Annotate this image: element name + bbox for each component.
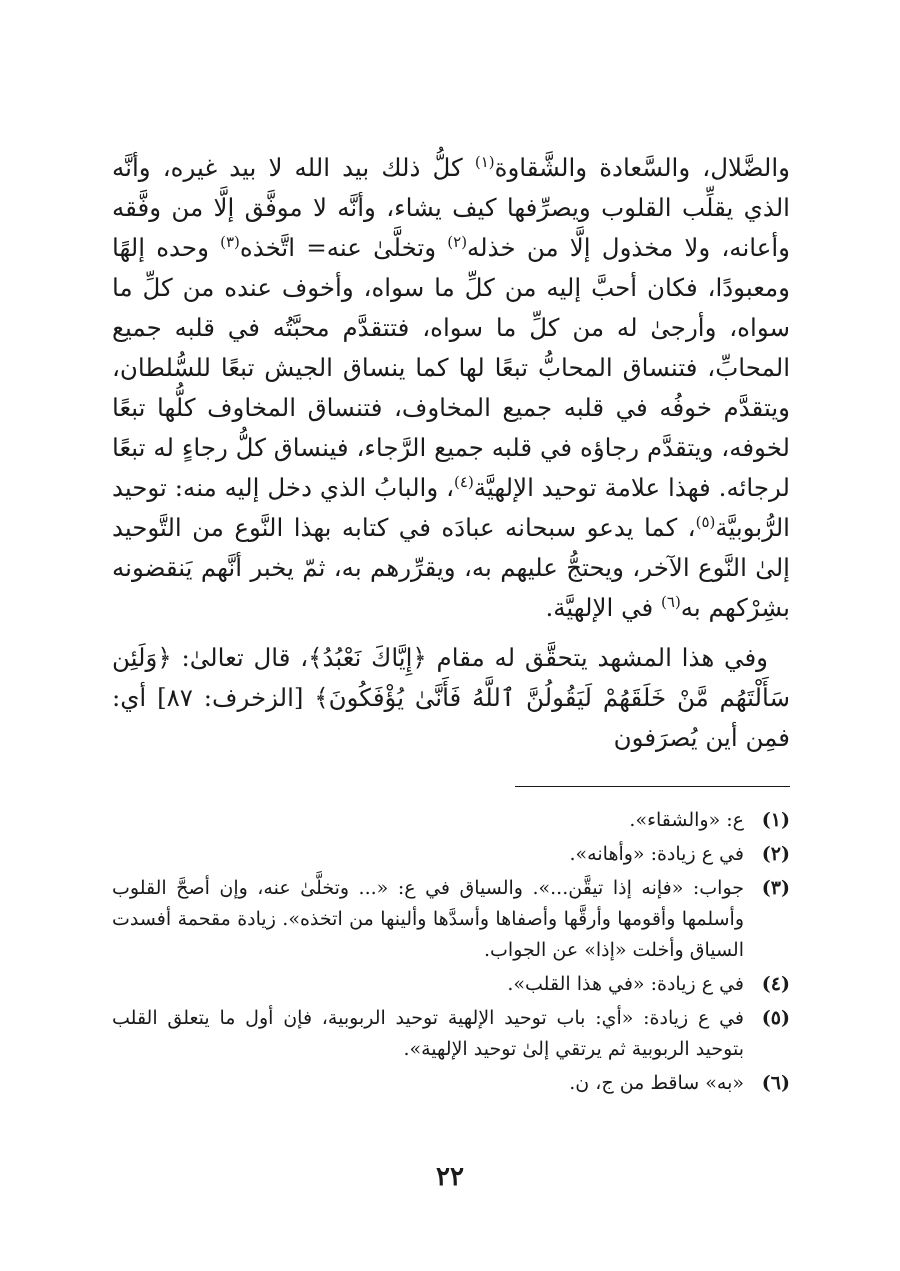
footnote-ref-6: (٦) bbox=[661, 593, 681, 611]
footnote-text: في ع زيادة: «في هذا القلب». bbox=[507, 973, 744, 995]
text-segment: ، كما يدعو سبحانه عبادَه في كتابه بهذا النَّوع من التَّوحيد إلىٰ النَّوع الآخر، ويحتجُّ عليهم به، ويقرِّرهم به، ثمّ يخبر أنَّهم يَنقضونه بشِرْكهم به bbox=[112, 513, 790, 622]
footnote-text: «به» ساقط من ج، ن. bbox=[569, 1072, 744, 1094]
page-number: ٢٢ bbox=[436, 1162, 464, 1192]
text-segment: في الإلهيَّة. bbox=[545, 593, 662, 622]
footnote-2 bbox=[112, 839, 790, 870]
footnote-6 bbox=[112, 1068, 790, 1099]
footnote-1 bbox=[112, 805, 790, 836]
footnote-ref-3: (٣) bbox=[220, 233, 240, 251]
footnote-ref-2: (٢) bbox=[447, 233, 468, 251]
footnote-number: (٢) bbox=[761, 843, 790, 865]
text-segment: وفي هذا المشهد يتحقَّق له مقام ﴿إِيَّاكَ نَعْبُدُ﴾، قال تعالىٰ: ﴿وَلَئِن سَأَلْتَهُم مَّنْ خَلَقَهُمْ لَيَقُولُنَّ ٱللَّهُ فَأَنَّىٰ يُؤْفَكُونَ﴾ [الزخرف: ٨٧] أي: فمِن أين يُصرَفون bbox=[112, 643, 790, 752]
footnote-ref-5: (٥) bbox=[695, 513, 716, 531]
text-segment: والضَّلال، والسَّعادة والشَّقاوة bbox=[494, 153, 790, 182]
footnote-number: (٦) bbox=[761, 1072, 790, 1094]
paragraph-2 bbox=[112, 638, 790, 758]
footnote-text: جواب: «فإنه إذا تيقَّن...». والسياق في ع: «... وتخلَّىٰ عنه، وإن أصحَّ القلوب وأسلمها وأقومها وأرقَّها وأصفاها وأسدَّها وألينها من اتخذه». زيادة مقحمة أفسدت السياق وأخلت «إذا» عن الجواب. bbox=[112, 877, 744, 961]
text-segment: وحده إلهًا ومعبودًا، فكان أحبَّ إليه من كلِّ ما سواه، وأخوف عنده من كلِّ ما سواه، وأرجىٰ له من كلِّ ما سواه، فتتقدَّم محبَّتُه في قلبه جميع المحابِّ، فتنساق المحابُّ تبعًا لها كما ينساق الجيش تبعًا للسُّلطان، ويتقدَّم خوفُه في قلبه جميع المخاوف، فتنساق المخاوف كلُّها تبعًا لخوفه، ويتقدَّم رجاؤه في قلبه جميع الرَّجاء، فينساق كلُّ رجاءٍ له تبعًا لرجائه. فهذا علامة توحيد الإلهيَّة bbox=[112, 233, 790, 502]
footnote-text: في ع زيادة: «وأهانه». bbox=[569, 843, 744, 865]
footnote-number: (٥) bbox=[761, 1007, 790, 1029]
footnote-number: (٤) bbox=[761, 973, 790, 995]
text-segment: وتخلَّىٰ عنه= اتَّخذه bbox=[239, 233, 448, 262]
footnote-divider bbox=[515, 786, 790, 787]
main-text bbox=[112, 148, 790, 758]
footnote-ref-4: (٤) bbox=[454, 473, 474, 491]
text-segment: ، والبابُ الذي دخل إليه منه: توحيد الرُّبوبيَّة bbox=[112, 473, 790, 542]
footnote-text: في ع زيادة: «أي: باب توحيد الإلهية توحيد الربوبية، فإن أول ما يتعلق القلب بتوحيد الربوبية ثم يرتقي إلىٰ توحيد الإلهية». bbox=[112, 1007, 744, 1060]
footnotes bbox=[112, 805, 790, 1102]
footnote-ref-1: (١) bbox=[474, 153, 495, 171]
footnote-3 bbox=[112, 873, 790, 966]
footnote-number: (٣) bbox=[761, 877, 790, 899]
paragraph-1 bbox=[112, 148, 790, 628]
footnote-text: ع: «والشقاء». bbox=[629, 809, 744, 831]
footnote-4 bbox=[112, 969, 790, 1000]
footnote-number: (١) bbox=[761, 809, 790, 831]
text-segment: كلُّ ذلك بيد الله لا بيد غيره، وأنَّه الذي يقلِّب القلوب ويصرِّفها كيف يشاء، وأنَّه لا موفَّق إلَّا من وفَّقه وأعانه، ولا مخذول إلَّا من خذله bbox=[112, 153, 790, 262]
footnote-5 bbox=[112, 1003, 790, 1065]
